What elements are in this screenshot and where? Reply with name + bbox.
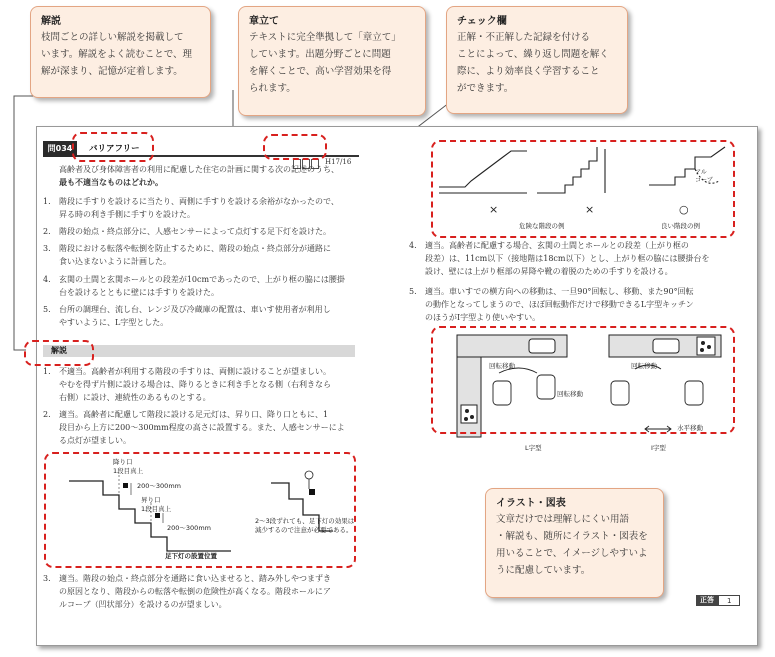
- callout-check: [446, 6, 628, 114]
- option-text: 食い込まないように計画した。: [59, 257, 171, 266]
- explanation-text: る点灯が望ましい。: [59, 436, 131, 445]
- option-text: 台所の調理台、流し台、レンジ及び冷蔵庫の配置は、車いす使用者が利用し: [59, 305, 331, 314]
- explanation-text: 適当。高齢者に配慮する場合、玄関の土間とホールとの段差（上がり框の: [425, 241, 689, 250]
- callout-kaisetsu-text: 枝問ごとの詳しい解説を掲載して います。解説をよく読むことで、理 解が深まり、記憶が定着します。: [41, 32, 193, 77]
- footlight-down-step: 1段目真上: [113, 467, 144, 475]
- option-text: 玄関の土間と玄関ホールとの段差が10cmであったので、上がり框の脇には腰掛: [59, 275, 345, 284]
- explanation-number: 1.: [43, 367, 51, 376]
- callout-shoudate: [238, 6, 426, 116]
- footlight-note: 2〜3段ずれても、足下灯の効果は 減少するので注意が必要である。: [255, 517, 355, 534]
- footlight-up-label: 昇り口: [141, 496, 161, 504]
- highlight-title: [72, 132, 154, 162]
- answer-value: 1: [718, 595, 740, 606]
- callout-illust-title: イラスト・図表: [496, 498, 566, 509]
- highlight-kaisetsu: [24, 340, 94, 366]
- explanation-text: 適当。高齢者に配慮して階段に設ける足元灯は、昇り口、降り口ともに、1: [59, 410, 329, 419]
- explanation-text: の原因となり、階段からの転落や転倒の危険性が高くなる。階段ホールにア: [59, 587, 331, 596]
- callout-kaisetsu-title: 解説: [41, 16, 61, 27]
- footlight-down-label: 降り口: [113, 458, 133, 466]
- footlight-range-1: 200〜300mm: [137, 482, 181, 490]
- horizontal-label: 水平移動: [677, 424, 703, 432]
- callout-kaisetsu: [30, 6, 211, 98]
- option-text: 昇る時の利き手側に手すりを設けた。: [59, 210, 195, 219]
- footlight-range-2: 200〜300mm: [167, 524, 211, 532]
- rotate-label-1: 回転移動: [489, 362, 515, 370]
- question-stem-line-2: 最も不適当なものはどれか。: [59, 177, 163, 187]
- highlight-stairs-figure: [431, 140, 735, 238]
- question-stem-line-1: 高齢者及び身体障害者の利用に配慮した住宅の計画に関する次の記述のうち、: [59, 165, 339, 174]
- callout-check-title: チェック欄: [457, 16, 507, 27]
- callout-shoudate-text: テキストに完全準拠して「章立て」 しています。出題分野ごとに問題 を解くことで、高い学習効果を得 られます。: [249, 32, 401, 94]
- rotate-label-3: 回転移動: [557, 390, 583, 398]
- option-text: 台を設けるとともに壁には手すりを設けた。: [59, 288, 219, 297]
- callout-illust: [485, 488, 664, 598]
- alcove-label: アル コーブ: [695, 169, 713, 184]
- explanation-text: 右側）に設け、連続性のあるものとする。: [59, 393, 211, 402]
- rotate-label-2: 回転移動: [631, 362, 657, 370]
- answer-badge: [696, 595, 740, 606]
- explanation-text: 適当。車いすでの横方向への移動は、一旦90°回転し、移動、また90°回転: [425, 287, 694, 296]
- explanation-text: のほうがI字型より使いやすい。: [425, 313, 541, 322]
- option-text: やすいように、L字型とした。: [59, 318, 169, 327]
- explanation-text: やむを得ず片側に設ける場合は、降りるときに利き手となる側（右利きなら: [59, 380, 331, 389]
- option-number: 1.: [43, 197, 51, 206]
- explanation-text: 設け、壁には上がり框部の昇降や靴の着脱のための手すりを設ける。: [425, 267, 673, 276]
- question-code: H17/16: [325, 158, 352, 166]
- option-number: 4.: [43, 275, 51, 284]
- highlight-footlight-figure: [44, 452, 356, 568]
- highlight-kitchen-figure: [431, 326, 735, 434]
- bad-stairs-caption: 危険な階段の例: [519, 222, 565, 230]
- option-text: 階段に手すりを設けるに当たり、両側に手すりを設ける余裕がなかったので、: [59, 197, 339, 206]
- l-shape-caption: L字型: [525, 444, 542, 452]
- option-text: 階段の始点・終点部分に、人感センサーによって点灯する足下灯を設けた。: [59, 227, 331, 236]
- question-number: 問034: [43, 141, 77, 157]
- explanation-text: 段目から上方に200〜300mm程度の高さに設置する。また、人感センサーによ: [59, 423, 345, 432]
- good-mark: ○: [679, 203, 689, 216]
- callout-check-text: 正解・不正解した記録を付ける ことによって、繰り返し問題を解く 際に、より効率良く学習すること ができます。: [457, 32, 609, 94]
- explanation-number: 3.: [43, 574, 51, 583]
- question-title: バリアフリー: [89, 144, 140, 154]
- explanation-text: 段差）は、11cm以下（接地階は18cm以下）とし、上がり框の脇には腰掛台を: [425, 254, 710, 263]
- explanation-text: 適当。階段の始点・終点部分を通路に食い込ませると、踏み外しやつまずき: [59, 574, 331, 583]
- footlight-up-step: 1段目真上: [141, 505, 172, 513]
- explanation-text: 不適当。高齢者が利用する階段の手すりは、両側に設けることが望ましい。: [59, 367, 331, 376]
- explanation-number: 2.: [43, 410, 51, 419]
- answer-label: 正答: [696, 595, 718, 606]
- explanation-text: ルコーブ（凹状部分）を設けるのが望ましい。: [59, 600, 227, 609]
- option-number: 5.: [43, 305, 51, 314]
- good-stairs-caption: 良い階段の例: [661, 222, 700, 230]
- option-number: 3.: [43, 244, 51, 253]
- explanation-text: の動作となってしまうので、ほぼ回転動作だけで移動できるL字型キッチン: [425, 300, 694, 309]
- explanation-label: 解説: [51, 346, 67, 355]
- highlight-checkboxes: [263, 134, 327, 160]
- option-text: 階段における転落や転倒を防止するために、階段の始点・終点部分が通路に: [59, 244, 331, 253]
- callout-illust-text: 文章だけでは理解しにくい用語 ・解説も、随所にイラスト・図表を 用いることで、イメージしやすいよ うに配慮しています。: [496, 514, 648, 576]
- bad-mark-1: ×: [489, 203, 499, 216]
- bad-mark-2: ×: [585, 203, 595, 216]
- explanation-number: 5.: [409, 287, 417, 296]
- explanation-number: 4.: [409, 241, 417, 250]
- i-shape-caption: I字型: [651, 444, 666, 452]
- footlight-caption: 足下灯の設置位置: [165, 552, 217, 560]
- option-number: 2.: [43, 227, 51, 236]
- callout-shoudate-title: 章立て: [249, 16, 279, 27]
